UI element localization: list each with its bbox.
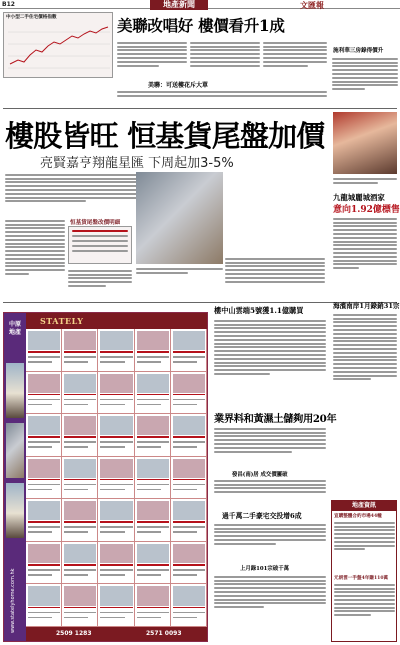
restaurant-photo [333,112,397,174]
ad-listing-thumb [64,459,96,478]
ad-listing-cell [26,372,62,415]
ad-listing-text [28,361,52,363]
ad-listing-text [100,436,132,438]
side-headline-1: 施利華三房錄得價升 [333,48,384,54]
ad-website[interactable]: www.statelyhome.com.hk [10,568,16,633]
ad-listing-cell [135,584,171,627]
main-article-intro [5,172,153,214]
ad-listing-cell [171,499,207,542]
ad-listing-cell [171,584,207,627]
ad-listing-text [28,399,60,401]
ad-listing-text [100,574,124,576]
ad-listing-text [173,361,197,363]
ad-listing-text [173,441,205,443]
ad-listing-thumb [28,544,60,563]
ad-listing-text [173,569,205,571]
ad-listing-text [28,446,52,448]
ad-listing-text [100,607,132,609]
ad-listing-text [28,489,52,491]
ad-listing-thumb [28,586,60,605]
info-box-sub-1: 宣購整體合約市場44幢 [334,514,382,519]
ad-listing-thumb [173,459,205,478]
ad-listing-text [173,617,197,619]
ad-listing-text [28,612,60,614]
ad-listing-text [100,489,124,491]
ad-listing-cell [62,457,98,500]
ad-listing-cell [62,542,98,585]
ad-listing-cell [62,499,98,542]
ad-listing-text [100,394,132,396]
ad-listing-text [137,479,169,481]
ad-listing-text [64,479,96,481]
ad-listing-text [64,574,88,576]
ad-sidebar-title: 中原地產 [8,321,21,336]
ad-listing-cell [26,457,62,500]
ad-listing-cell [171,329,207,372]
ad-listing-cell [62,372,98,415]
ad-listing-text [173,436,205,438]
ad-listing-thumb [173,374,205,393]
ad-building-1 [6,363,24,418]
ad-listing-cell [26,584,62,627]
ad-listing-text [137,489,161,491]
price-index-chart [3,12,113,78]
ad-listing-cell [26,542,62,585]
ad-listing-text [173,351,205,353]
ad-listing-text [28,441,60,443]
small-headline-4: 上月錄101宗破千萬 [240,566,289,572]
top-article-col-2 [190,40,260,78]
ad-listing-text [137,351,169,353]
right-article-2 [333,312,397,432]
mid-headline-1: 樓中山雲端5號獲1.1億購買 [214,306,304,315]
info-box-article-1 [334,520,395,572]
ad-brand: STATELY [40,316,84,326]
ad-listing-thumb [173,331,205,350]
ad-listing-text [64,394,96,396]
ad-listing-cell [135,542,171,585]
ad-listing-thumb [100,459,132,478]
ad-listing-cell [98,329,134,372]
ad-listing-text [64,446,88,448]
ad-header [26,313,207,329]
ad-listing-thumb [64,544,96,563]
ad-listing-text [137,569,169,571]
section-banner: 地產新聞 [150,0,208,10]
ad-building-3 [6,483,24,538]
ad-listing-thumb [28,374,60,393]
ad-listing-text [137,394,169,396]
ad-building-2 [6,423,24,478]
ad-listing-thumb [28,459,60,478]
bottom-article-1 [214,426,326,468]
ad-listing-thumb [173,586,205,605]
ad-listing-text [173,484,205,486]
ad-listing-cell [98,457,134,500]
ad-listing-text [28,484,60,486]
ad-listing-text [173,574,197,576]
ad-listing-text [28,394,60,396]
ad-listing-text [137,617,161,619]
main-article-col-1 [5,218,65,298]
property-ad [3,312,208,642]
ad-listing-thumb [137,544,169,563]
ad-listing-thumb [100,331,132,350]
ad-listing-text [137,607,169,609]
ad-listing-text [100,404,124,406]
bottom-article-4 [214,574,326,640]
ad-listing-text [100,441,132,443]
ad-listing-text [173,404,197,406]
ad-listing-cell [98,584,134,627]
ad-listing-thumb [173,416,205,435]
side-article-1 [332,56,398,110]
small-headline-2: 發昌(南)居 成交價屢破 [232,472,288,478]
ad-listing-text [28,436,60,438]
ad-listing-thumb [137,374,169,393]
ad-listing-cell [135,457,171,500]
ad-listing-thumb [64,586,96,605]
main-photo [136,172,223,264]
ad-listing-thumb [64,374,96,393]
ad-listing-cell [98,542,134,585]
ad-listing-text [28,569,60,571]
main-headline: 樓股皆旺 恒基貨尾盤加價 [5,119,325,153]
ad-listing-thumb [137,501,169,520]
ad-listing-text [28,356,60,358]
ad-listing-text [137,399,169,401]
ad-listing-text [100,569,132,571]
ad-listing-text [173,521,205,523]
ad-listing-text [173,399,205,401]
restaurant-photo-caption [333,176,397,188]
ad-listing-text [64,489,88,491]
ad-listing-text [28,564,60,566]
ad-listing-text [64,564,96,566]
ad-listing-cell [26,329,62,372]
ad-listing-text [137,441,169,443]
ad-listing-cell [62,584,98,627]
ad-listing-text [100,484,132,486]
ad-listing-text [64,351,96,353]
ad-listing-thumb [100,374,132,393]
ad-listing-thumb [173,501,205,520]
ad-listing-text [137,361,161,363]
ad-listing-text [28,526,60,528]
bottom-article-3 [214,522,326,562]
info-box-sub-2: 元朗雲一手盤4年賺110萬 [334,576,389,581]
ad-listing-cell [62,329,98,372]
ad-listing-text [28,574,52,576]
ad-listing-text [28,607,60,609]
ad-listing-text [64,569,96,571]
ad-listing-text [173,489,197,491]
ad-listing-thumb [28,416,60,435]
ad-listing-text [64,441,96,443]
top-subhead: 美聯：可送樓花斥大單 [148,82,209,89]
ad-listing-cell [135,499,171,542]
info-box-title: 地產資訊 [332,501,396,511]
ad-listing-text [173,446,197,448]
top-article-col-3 [263,40,327,78]
ad-listing-text [64,617,88,619]
mid-article-1 [214,318,326,406]
ad-listing-text [28,479,60,481]
ad-listing-cell [26,499,62,542]
top-headline: 美聯改唱好 樓價看升1成 [117,16,285,35]
right-headline-3: 海濱南岸1月錄銷31宗 [333,302,400,310]
top-article-strip [117,89,327,101]
ad-listing-text [100,564,132,566]
chart-title: 中小型二手住宅價格指數 [6,15,57,20]
ad-listing-cell [171,457,207,500]
page-number: B12 [2,1,15,8]
ad-listing-text [100,612,132,614]
divider [3,108,397,109]
ad-listing-cell [171,542,207,585]
ad-listing-text [173,607,205,609]
ad-listing-text [173,394,205,396]
main-subheadline: 亮賢嘉亨翔龍星匯 下周起加3-5% [40,156,234,171]
ad-listing-cell [135,414,171,457]
ad-listing-text [64,531,88,533]
ad-listing-text [137,521,169,523]
ad-listing-thumb [28,331,60,350]
ad-listing-text [100,356,132,358]
info-box [331,500,397,642]
ad-listing-thumb [137,331,169,350]
ad-listing-text [173,531,197,533]
ad-listing-text [64,607,96,609]
ad-listing-text [137,564,169,566]
ad-listing-thumb [137,586,169,605]
photo-caption [136,266,223,278]
ad-listing-text [100,531,124,533]
ad-listing-text [100,617,124,619]
ad-phone-1: 2509 1283 [56,630,92,637]
ad-listing-cell [98,499,134,542]
ad-listing-text [100,399,132,401]
ad-listing-text [173,564,205,566]
ad-listing-text [137,484,169,486]
ad-listing-text [64,484,96,486]
ad-listing-cell [171,372,207,415]
bottom-headline: 業界料和黃濕土儲夠用20年 [214,413,337,425]
ad-listing-grid [26,329,207,627]
ad-listing-text [28,404,52,406]
ad-listing-text [100,351,132,353]
right-article-1 [333,216,397,298]
ad-listing-thumb [137,416,169,435]
price-table [68,226,132,264]
price-table-title: 恒基貨尾盤改價明細 [70,220,121,226]
ad-listing-text [64,521,96,523]
ad-listing-thumb [64,331,96,350]
chart-plot [8,22,110,74]
ad-listing-thumb [173,544,205,563]
small-headline-3: 過千萬二手豪宅交投增6成 [222,512,302,520]
ad-listing-text [137,574,161,576]
ad-listing-cell [62,414,98,457]
ad-listing-thumb [100,586,132,605]
main-article-col-2 [68,268,132,298]
ad-listing-text [100,479,132,481]
ad-listing-text [64,612,96,614]
ad-listing-text [64,526,96,528]
masthead [0,0,400,9]
right-headline-1: 九龍城麗城酒家 [333,193,385,202]
ad-listing-text [137,526,169,528]
ad-listing-text [137,436,169,438]
chart-line [10,27,108,64]
ad-listing-text [173,526,205,528]
ad-listing-text [100,521,132,523]
ad-listing-text [28,351,60,353]
ad-listing-text [28,531,52,533]
ad-listing-cell [26,414,62,457]
top-article-col-1 [117,40,187,78]
ad-listing-text [137,404,161,406]
ad-listing-thumb [100,501,132,520]
ad-listing-text [64,399,96,401]
ad-footer [26,627,207,641]
ad-listing-text [173,612,205,614]
ad-listing-text [137,531,161,533]
info-box-article-2 [334,582,395,640]
ad-listing-text [28,521,60,523]
ad-listing-text [100,526,132,528]
ad-listing-text [137,356,169,358]
ad-listing-text [173,356,205,358]
ad-listing-thumb [64,501,96,520]
ad-listing-cell [171,414,207,457]
ad-listing-thumb [28,501,60,520]
ad-listing-cell [98,414,134,457]
bottom-article-2 [214,478,326,506]
ad-listing-text [100,446,124,448]
main-article-col-3 [225,256,325,298]
ad-listing-cell [135,372,171,415]
ad-listing-text [137,612,169,614]
brand-logo: 文匯報 [300,0,324,10]
ad-listing-cell [135,329,171,372]
right-headline-2: 意向1.92億標售 [333,205,400,215]
ad-listing-text [64,356,96,358]
ad-listing-thumb [137,459,169,478]
ad-listing-thumb [100,416,132,435]
ad-listing-text [137,446,161,448]
ad-listing-thumb [64,416,96,435]
ad-listing-text [173,479,205,481]
ad-listing-text [100,361,124,363]
ad-listing-text [28,617,52,619]
ad-listing-thumb [100,544,132,563]
ad-listing-text [64,404,88,406]
ad-listing-cell [98,372,134,415]
ad-listing-text [64,361,88,363]
ad-phone-2: 2571 0093 [146,630,182,637]
ad-sidebar [4,313,26,641]
ad-listing-text [64,436,96,438]
